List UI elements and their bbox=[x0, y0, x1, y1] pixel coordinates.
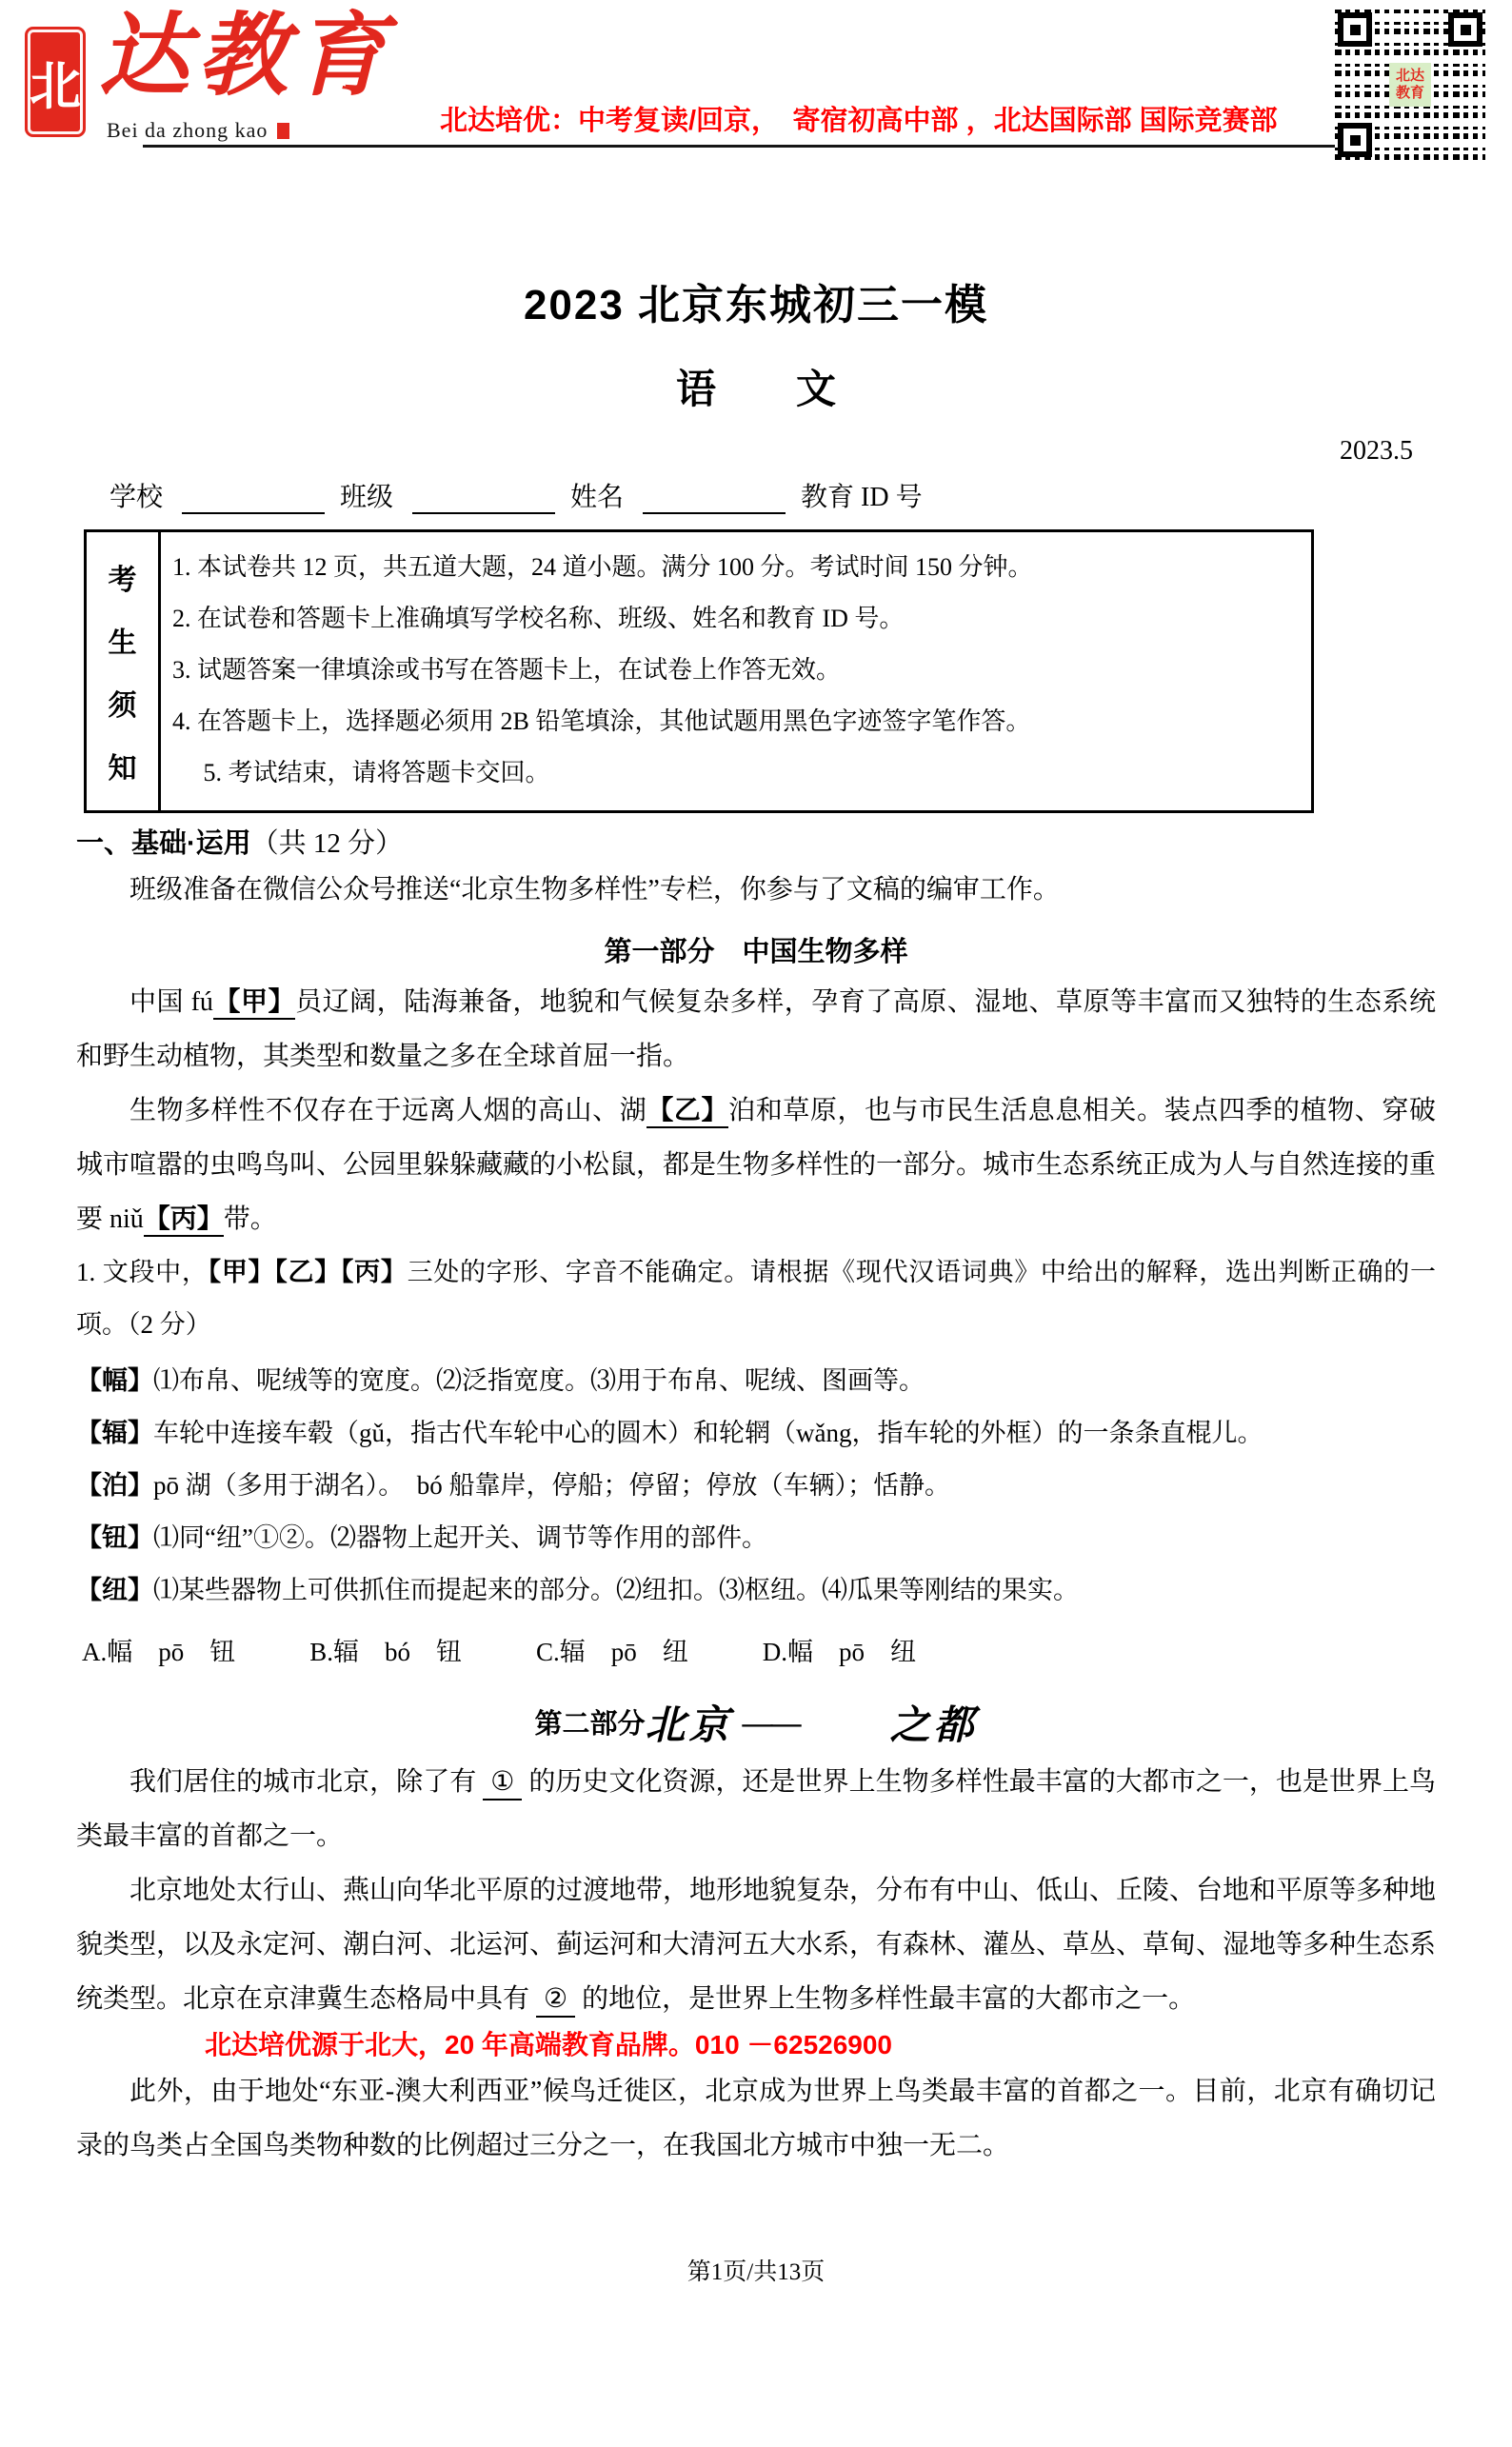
marker-yi: 【乙】 bbox=[647, 1096, 728, 1128]
section1-intro: 班级准备在微信公众号推送“北京生物多样性”专栏，你参与了文稿的编审工作。 bbox=[129, 875, 1060, 905]
section1-heading bbox=[76, 825, 1436, 863]
notice-side-label bbox=[87, 532, 161, 810]
option-d: D.幅 pō 纽 bbox=[762, 1638, 917, 1666]
notice-items bbox=[161, 532, 1311, 810]
para3-text: 的历史文化资源，还是世界上生物多样性最丰富的大都市之一，也是世界上鸟类最丰富的首都之一。 bbox=[76, 1767, 1436, 1851]
dict-entry-fu2 bbox=[76, 1407, 1436, 1460]
option-b: B.辐 bó 钮 bbox=[309, 1638, 463, 1666]
marker-bing: 【丙】 bbox=[144, 1204, 224, 1237]
paragraph-2 bbox=[76, 1084, 1436, 1246]
para1-text: 员辽阔，陆海兼备，地貌和气候复杂多样，孕育了高原、湿地、草原等丰富而又独特的生态系统和野生动植物，其类型和数量之多在全球首屈一指。 bbox=[76, 987, 1436, 1071]
notice-item-1: 1. 本试卷共 12 页，共五道大题，24 道小题。满分 100 分。考试时间 150 分钟。 bbox=[172, 553, 1033, 581]
part2-title bbox=[76, 1694, 1436, 1751]
part1-title: 第一部分 中国生物多样 bbox=[604, 937, 908, 967]
notice-side-char: 考 bbox=[108, 565, 137, 596]
dict-def: pō 湖（多用于湖名）。 bó 船靠岸，停船；停留；停放（车辆）；恬静。 bbox=[153, 1471, 950, 1500]
part2-title-script1: 北京 bbox=[645, 1704, 733, 1748]
section1-heading-points: （共 12 分） bbox=[250, 828, 404, 859]
page-indicator: 第1页/共13页 bbox=[686, 2259, 826, 2285]
dict-term: 【幅】 bbox=[76, 1366, 153, 1395]
blank-2-circled: ② bbox=[536, 1984, 575, 2018]
notice-item-4: 4. 在答题卡上，选择题必须用 2B 铅笔填涂，其他试题用黑色字迹签字笔作答。 bbox=[172, 707, 1031, 735]
para2-text: 泊和草原，也与市民生活息息相关。装点四季的植物、穿破城市喧嚣的虫鸣鸟叫、公园里躲躲藏藏的小松鼠，都是生物多样性的一部分。城市生态系统正成为人与自然连接的重要 niǔ bbox=[76, 1096, 1437, 1234]
qr-label-line1: 北达 bbox=[1395, 69, 1425, 84]
dict-term: 【辐】 bbox=[76, 1419, 153, 1447]
field-name-label: 姓名 bbox=[570, 483, 625, 512]
blank-1-circled: ① bbox=[483, 1767, 522, 1800]
question-1-options bbox=[82, 1626, 1436, 1679]
class-blank bbox=[412, 486, 555, 514]
para2-text: 带。 bbox=[223, 1204, 277, 1234]
field-school-label: 学校 bbox=[109, 483, 164, 512]
section1-heading-title: 一、基础·运用 bbox=[76, 828, 251, 859]
candidate-notice-box bbox=[84, 529, 1314, 813]
notice-side-char: 生 bbox=[108, 627, 137, 659]
paragraph-3 bbox=[76, 1755, 1436, 1863]
question-1-text: 1. 文段中， bbox=[76, 1258, 209, 1286]
student-info-fields bbox=[76, 476, 1436, 514]
exam-title: 2023 北京东城初三一模 bbox=[523, 282, 989, 328]
dict-entry-fu1 bbox=[76, 1355, 1436, 1407]
dict-entry-niu1 bbox=[76, 1512, 1436, 1564]
school-blank bbox=[182, 486, 325, 514]
promo-line: 北达培优源于北大，20 年高端教育品牌。010 －62526900 bbox=[205, 2030, 893, 2059]
dict-def: ⑴同“纽”①②。⑵器物上起开关、调节等作用的部件。 bbox=[153, 1523, 767, 1552]
exam-date: 2023.5 bbox=[1340, 436, 1413, 466]
paragraph-5: 此外，由于地处“东亚-澳大利西亚”候鸟迁徙区，北京成为世界上鸟类最丰富的首都之一。目前，北京有确切记录的鸟类占全国鸟类物种数的比例超过三分之一，在我国北方城市中独一无二。 bbox=[76, 2077, 1436, 2160]
option-c: C.辐 pō 纽 bbox=[536, 1638, 688, 1666]
exam-page bbox=[76, 0, 1436, 2173]
exam-subject: 语 文 bbox=[675, 367, 836, 411]
para2-text: 生物多样性不仅存在于远离人烟的高山、湖 bbox=[129, 1096, 647, 1125]
question-1 bbox=[76, 1246, 1436, 1351]
para4-text: 北京地处太行山、燕山向华北平原的过渡地带，地形地貌复杂，分布有中山、低山、丘陵、台地和平原等多种地貌类型，以及永定河、潮白河、北运河、蓟运河和大清河五大水系，有森林、灌丛、草丛、草甸、湿地等多种生态系统类型。北京在京津冀生态格局中具有 bbox=[76, 1876, 1437, 2014]
qr-finder-icon bbox=[1448, 12, 1482, 47]
brand-pinyin-text: Bei da zhong kao bbox=[107, 118, 269, 142]
notice-side-char: 须 bbox=[108, 690, 137, 722]
dict-def: ⑴某些器物上可供抓住而提起来的部分。⑵纽扣。⑶枢纽。⑷瓜果等刚结的果实。 bbox=[153, 1576, 1079, 1604]
dict-entry-po bbox=[76, 1460, 1436, 1512]
dict-entry-niu2 bbox=[76, 1564, 1436, 1617]
notice-item-5: 5. 考试结束，请将答题卡交回。 bbox=[172, 759, 550, 786]
para3-text: 我们居住的城市北京，除了有 bbox=[129, 1767, 484, 1797]
para4-text: 的地位，是世界上生物多样性最丰富的大都市之一。 bbox=[575, 1984, 1196, 2014]
paragraph-1 bbox=[76, 975, 1436, 1084]
question-1-text: 三处的字形、字音不能确定。请根据《现代汉语词典》中给出的解释，选出判断正确的一项。（2 分） bbox=[76, 1258, 1437, 1339]
dict-def: 车轮中连接车毂（gǔ，指古代车轮中心的圆木）和轮辋（wǎng，指车轮的外框）的一条条直棍儿。 bbox=[153, 1419, 1263, 1447]
name-blank bbox=[643, 486, 786, 514]
option-a: A.幅 pō 钮 bbox=[82, 1638, 236, 1666]
brand-banner-text: 北达培优：中考复读/回京， 寄宿初高中部 ，北达国际部 国际竞赛部 bbox=[440, 106, 1278, 136]
notice-item-2: 2. 在试卷和答题卡上准确填写学校名称、班级、姓名和教育 ID 号。 bbox=[172, 605, 905, 632]
field-class-label: 班级 bbox=[340, 483, 394, 512]
paragraph-4 bbox=[76, 1863, 1436, 2026]
part2-title-script2: 之都 bbox=[889, 1704, 978, 1748]
dict-term: 【泊】 bbox=[76, 1471, 153, 1500]
brand-seal-char: 北 bbox=[30, 57, 81, 115]
page-footer bbox=[0, 2253, 1512, 2287]
question-1-markers: 【甲】【乙】【丙】 bbox=[208, 1258, 408, 1286]
notice-item-3: 3. 试题答案一律填涂或书写在答题卡上，在试卷上作答无效。 bbox=[172, 656, 842, 684]
dict-term: 【纽】 bbox=[76, 1576, 153, 1604]
brand-logo-script: 达教育 bbox=[99, 6, 394, 107]
part2-title-prefix: 第二部分 bbox=[534, 1709, 646, 1740]
dict-term: 【钮】 bbox=[76, 1523, 153, 1552]
dictionary-entries bbox=[76, 1355, 1436, 1617]
notice-side-char: 知 bbox=[108, 753, 137, 785]
dict-def: ⑴布帛、呢绒等的宽度。⑵泛指宽度。⑶用于布帛、呢绒、图画等。 bbox=[153, 1366, 925, 1395]
marker-jia: 【甲】 bbox=[213, 987, 295, 1020]
part2-title-dash: —— bbox=[742, 1705, 800, 1740]
field-eduid-label: 教育 ID 号 bbox=[801, 483, 923, 512]
para1-text: 中国 fú bbox=[129, 987, 213, 1017]
qr-label-line2: 教育 bbox=[1395, 86, 1425, 101]
